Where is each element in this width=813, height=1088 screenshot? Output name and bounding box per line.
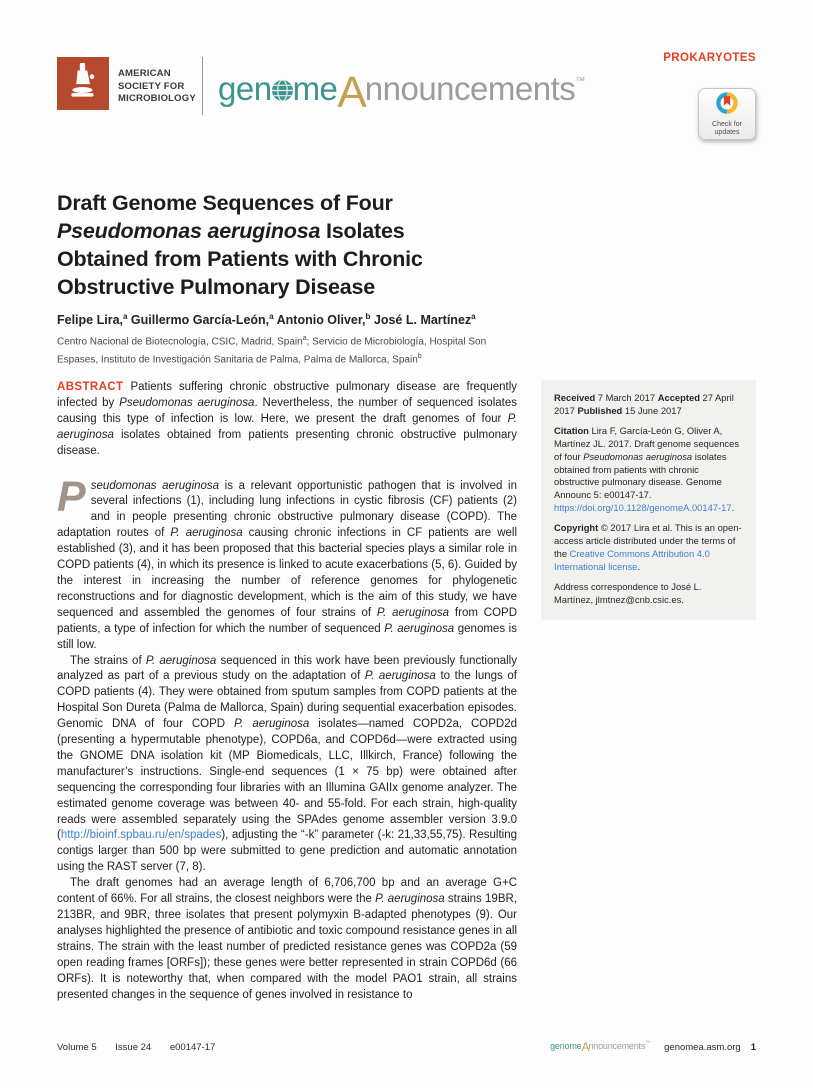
sidebar-citation: Citation Lira F, García-León G, Oliver A, Martínez JL. 2017. Draft genome sequences of four Pseudomonas aeruginosa isolates obtained from patients with chronic obstructive pulmonary disease. Genome Announc 5: e00147-17. https://doi.org/10.1128/genomeA.00147-17.	[554, 424, 740, 514]
section-label: PROKARYOTES	[663, 52, 756, 64]
sidebar-correspondence: Address correspondence to José L. Martínez, jlmtnez@cnb.csic.es.	[554, 580, 702, 605]
globe-icon	[271, 74, 294, 97]
journal-logo-me: me	[292, 70, 338, 107]
footer-issue-info	[57, 1042, 231, 1053]
footer	[57, 1040, 756, 1054]
publisher-logo-row	[57, 57, 756, 115]
abstract	[57, 380, 517, 460]
footer-right	[550, 1040, 756, 1054]
header	[57, 52, 756, 153]
footer-journal-logo: genomeAnnouncements™	[550, 1040, 651, 1054]
logo-divider	[202, 57, 203, 115]
article-id: e00147-17	[169, 1041, 216, 1053]
link[interactable]: https://doi.org/10.1128/genomeA.00147-17	[554, 502, 732, 514]
trademark-symbol: ™	[575, 76, 586, 87]
page-number: 1	[750, 1041, 756, 1053]
journal-logo-cap: A	[337, 68, 365, 117]
check-updates-badge[interactable]	[698, 88, 756, 140]
journal-logo-rest: nnouncements	[364, 70, 576, 107]
sidebar-copyright: Copyright © 2017 Lira et al. This is an open-access article distributed under the terms of the Creative Commons Attribution 4.0 International license.	[554, 522, 742, 572]
authors: Felipe Lira,$^a$ Guillermo García-León,$^a$ Antonio Oliver,$^b$ José L. Martínez$^a$	[57, 312, 476, 328]
link[interactable]: Creative Commons Attribution 4.0 International license	[554, 547, 710, 572]
journal-logo-gen: gen	[218, 70, 272, 107]
paragraph: The draft genomes had an average length of 6,706,700 bp and an average G+C content of 66%. For all strains, the closest neighbors were the P. aeruginosa strains 19BR, 213BR, and 9BR, three isolates that present polymyxin B-adapted phenotypes (9). Our analyses highlighted the presence of antibiotic and toxic compound resistance genes in all strains. The strain with the least number of predicted resistance genes was COPD2a (59 open reading frames [ORFs]); these genes were better represented in strain COPD6d (66 ORFs). It is noteworthy that, when compared with the model PAO1 strain, all strains presented changes in the sequence of genes involved in resistance to	[57, 877, 517, 1001]
affiliations: Centro Nacional de Biotecnología, CSIC, Madrid, Spain$^a$; Servicio de Microbiología, Hospital Son Espases, Instituto de Investigación Sanitaria de Palma, Palma de Mallorca, Spain$^b$	[57, 335, 487, 366]
crossmark-icon	[716, 92, 738, 119]
site-link[interactable]: genomea.asm.org	[664, 1041, 741, 1053]
paragraph-text: seudomonas aeruginosa is a relevant opportunistic pathogen that is involved in several infections (1), including lung infections in cystic fibrosis (CF) patients (2) and in people presenting chronic obstructive pulmonary disease (COPD). The adaptation routes of P. aeruginosa causing chronic infections in CF patients are well established (3), and it has been proposed that this bacterial species plays a similar role in COPD patients (4), in which its presence is linked to acute exacerbations (5, 6). Guided by the interest in increasing the number of reference genomes for phylogenetic reconstructions and for diagnostic development, which is the aim of this study, we have sequenced and assembled the genomes of four strains of P. aeruginosa from COPD patients, a type of infection for which the number of sequenced P. aeruginosa genomes is still low.	[57, 479, 518, 651]
asm-logo	[57, 57, 109, 110]
article-title: Draft Genome Sequences of Four Pseudomonas aeruginosa Isolates Obtained from Patients with Chronic Obstructive Pulmonary Disease	[57, 191, 423, 300]
abstract-text: Patients suffering chronic obstructive pulmonary disease are frequently infected by Pseudomonas aeruginosa. Nevertheless, the number of sequenced isolates causing this type of infection is low. Here, we present the draft genomes of four P. aeruginosa isolates obtained from patients presenting chronic obstructive pulmonary disease.	[57, 381, 517, 457]
abstract-label: ABSTRACT	[57, 381, 124, 393]
badge-label: Check for updates	[712, 120, 742, 136]
byline	[57, 312, 529, 368]
main-content	[57, 380, 756, 1003]
link[interactable]: http://bioinf.spbau.ru/en/spades	[60, 829, 222, 842]
article-body-column	[57, 380, 517, 1003]
issue-label: Issue 24	[115, 1041, 152, 1053]
paragraph	[57, 472, 518, 654]
article-info-sidebar	[541, 380, 756, 620]
drop-cap: P	[57, 472, 86, 521]
journal-logo	[218, 65, 586, 117]
paragraph: The strains of P. aeruginosa sequenced in this work have been previously functionally analyzed as part of a previous study on the adaptation of P. aeruginosa to the lungs of COPD patients (4). They were obtained from sputum samples from COPD patients at the Hospital Son Dureta (Palma de Mallorca, Spain) during sequential exacerbation episodes. Genomic DNA of four COPD P. aeruginosa isolates—named COPD2a, COPD2d (presenting a hypermutable phenotype), COPD6a, and COPD6d—were extracted using the GNOME DNA isolation kit (MP Biomedicals, LLC, Illkirch, France) following the manufacturer’s instructions. Single-end sequences (1 × 75 bp) were obtained after sequencing the corresponding four libraries with an Illumina GAIIx genome analyzer. The estimated genome coverage was between 40- and 55-fold. For each strain, high-quality reads were assembled separately using the SPAdes genome assembler version 3.9.0 (http://bioinf.spbau.ru/en/spades), adjusting the “-k” parameter (-k: 21,33,55,75). Resulting contigs larger than 500 bp were submitted to gene prediction and automatic annotation using the RAST server (7, 8).	[57, 654, 518, 874]
asm-society-name: AMERICAN SOCIETY FOR MICROBIOLOGY	[118, 68, 196, 104]
body-text	[57, 472, 518, 1004]
sidebar-dates: Received 7 March 2017 Accepted 27 April 2017 Published 15 June 2017	[554, 392, 734, 416]
microscope-icon	[65, 60, 101, 107]
volume-label: Volume 5	[57, 1041, 97, 1053]
